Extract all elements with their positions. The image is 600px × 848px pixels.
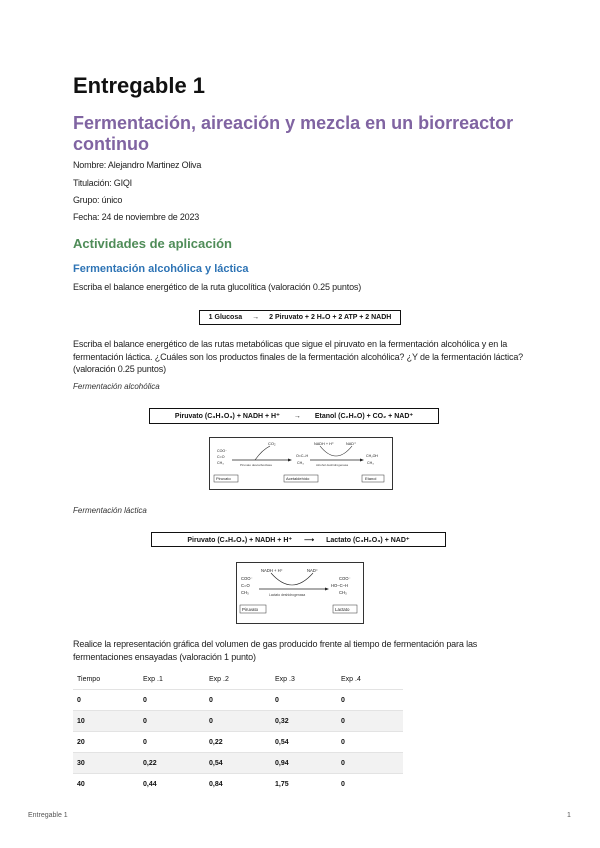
footer-title: Entregable 1 — [28, 812, 68, 819]
table-cell: 0,32 — [271, 711, 337, 732]
lactic-equation — [151, 532, 446, 547]
eq1-right: 2 Piruvato + 2 H₂O + 2 ATP + 2 NADH — [269, 314, 392, 321]
table-cell: 0,84 — [205, 774, 271, 795]
table-cell: 0,22 — [139, 753, 205, 774]
footer-page-number: 1 — [567, 812, 571, 819]
eq2-arrow: → — [293, 412, 301, 420]
glycolysis-equation — [199, 310, 401, 325]
table-cell: 0 — [139, 690, 205, 711]
table-cell: 0 — [271, 690, 337, 711]
table-cell: 0,44 — [139, 774, 205, 795]
reaction-arrowhead-2 — [360, 459, 364, 462]
table-row — [73, 711, 403, 732]
reaction-arrowhead-1 — [288, 459, 292, 462]
table-cell: 0,94 — [271, 753, 337, 774]
piruvato-label-alc: Piruvato — [216, 476, 231, 481]
table-cell: 0 — [337, 732, 403, 753]
table-cell: 0,22 — [205, 732, 271, 753]
lactic-enzyme-label: Lactato deshidrogenasa — [269, 593, 306, 597]
meta-nombre: Nombre: Alejandro Martinez Oliva — [73, 160, 202, 170]
lactic-nadh-arc — [271, 573, 313, 585]
table-cell: 0 — [139, 732, 205, 753]
question-1: Escriba el balance energético de la ruta glucolítica (valoración 0.25 puntos) — [73, 282, 362, 292]
nadh-label-alc: NADH + H⁺ — [314, 442, 334, 446]
alcoholic-pathway-diagram — [209, 437, 393, 490]
co2-release-arrow — [255, 446, 270, 460]
meta-grupo: Grupo: único — [73, 195, 123, 205]
alcoholic-equation — [149, 408, 439, 424]
pyruvate-lac-co: C=O — [241, 583, 250, 588]
acetaldehido-label: Acetaldehído — [286, 476, 310, 481]
question-2: Escriba el balance energético de las rutas metabólicas que sigue el piruvato en la fermentación alcohólica y en la fermentación láctica. ¿Cuáles son los productos finales de la fermentación alcohólica? ¿Y de la fermentación láctica? (valoración 0.25 puntos) — [73, 339, 524, 374]
lactato-label: Lactato — [335, 607, 350, 612]
table-cell: 0,54 — [205, 753, 271, 774]
header-exp4: Exp .4 — [341, 675, 361, 683]
pyruvate-structure-ch3: CH₃ — [217, 461, 224, 465]
nad-label-lac: NAD⁺ — [307, 568, 319, 573]
document-subtitle: Fermentación, aireación y mezcla en un biorreactor continuo — [73, 113, 514, 154]
table-cell: 0 — [337, 753, 403, 774]
header-tiempo: Tiempo — [77, 675, 101, 683]
pyruvate-lac-cooh: COO⁻ — [241, 576, 253, 581]
table-cell: 0 — [337, 774, 403, 795]
table-row — [73, 774, 403, 795]
gas-volume-table — [73, 669, 403, 794]
eq1-left: 1 Glucosa — [208, 314, 243, 321]
lactate-hoch: HO–C–H — [331, 583, 348, 588]
caption-alcoholica: Fermentación alcohólica — [73, 382, 160, 391]
nad-label-alc: NAD⁺ — [346, 442, 357, 446]
table-cell: 10 — [73, 711, 139, 732]
eq3-right: Lactato (C₃H₂O₃) + NAD⁺ — [326, 536, 410, 544]
ethanol-structure-oh: CH₂OH — [366, 454, 378, 458]
acetaldehyde-structure-h: O=C–H — [296, 454, 309, 458]
table-cell: 0 — [337, 711, 403, 732]
table-header-row — [73, 669, 403, 690]
eq3-arrow: ⟶ — [304, 536, 315, 544]
pyruvate-lac-ch3: CH₃ — [241, 590, 249, 595]
table-cell: 30 — [73, 753, 139, 774]
table-cell: 0 — [337, 690, 403, 711]
meta-titulacion: Titulación: GIQI — [73, 178, 132, 188]
etanol-label: Etanol — [365, 476, 377, 481]
table-cell: 40 — [73, 774, 139, 795]
header-exp3: Exp .3 — [275, 675, 295, 683]
pyruvate-structure-cooh: COO⁻ — [217, 449, 228, 453]
table-row — [73, 690, 403, 711]
piruvato-label-lac: Piruvato — [242, 607, 259, 612]
co2-label: CO₂ — [268, 441, 276, 446]
acetaldehyde-structure-ch3: CH₃ — [297, 461, 304, 465]
table-cell: 0 — [205, 711, 271, 732]
table-cell: 20 — [73, 732, 139, 753]
meta-fecha: Fecha: 24 de noviembre de 2023 — [73, 212, 200, 222]
nadh-cycle-arc — [320, 446, 352, 456]
question-3: Realice la representación gráfica del volumen de gas producido frente al tiempo de fermentación para las fermentaciones ensayadas (valoración 1 punto) — [73, 639, 478, 662]
section-heading: Actividades de aplicación — [73, 236, 232, 251]
enzyme-label-2: Alcohol deshidrogenasa — [316, 463, 349, 467]
document-title: Entregable 1 — [73, 73, 206, 98]
lactic-pathway-diagram — [236, 562, 364, 624]
lactic-arrowhead — [325, 588, 329, 591]
table-cell: 0,54 — [271, 732, 337, 753]
eq2-left: Piruvato (C₃H₄O₃) + NADH + H⁺ — [174, 413, 280, 420]
lactate-cooh: COO⁻ — [339, 576, 351, 581]
table-cell: 1,75 — [271, 774, 337, 795]
nadh-label-lac: NADH + H⁺ — [261, 568, 283, 573]
caption-lactica: Fermentación láctica — [73, 506, 147, 515]
table-cell: 0 — [139, 711, 205, 732]
header-exp2: Exp .2 — [209, 675, 229, 683]
table-cell: 0 — [205, 690, 271, 711]
enzyme-label-1: Piruvato descarboxilasa — [240, 463, 272, 467]
ethanol-structure-ch3: CH₃ — [367, 461, 374, 465]
eq3-left: Piruvato (C₃H₂O₃) + NADH + H⁺ — [187, 536, 293, 544]
table-cell: 0 — [73, 690, 139, 711]
table-row — [73, 732, 403, 753]
pyruvate-structure-co: C=O — [217, 455, 225, 459]
eq2-right: Etanol (C₂H₆O) + CO₂ + NAD⁺ — [314, 413, 414, 420]
header-exp1: Exp .1 — [143, 675, 163, 683]
section-subheading: Fermentación alcohólica y láctica — [73, 263, 249, 275]
lactate-ch3: CH₃ — [339, 590, 347, 595]
eq1-arrow: → — [252, 314, 260, 321]
table-row — [73, 753, 403, 774]
